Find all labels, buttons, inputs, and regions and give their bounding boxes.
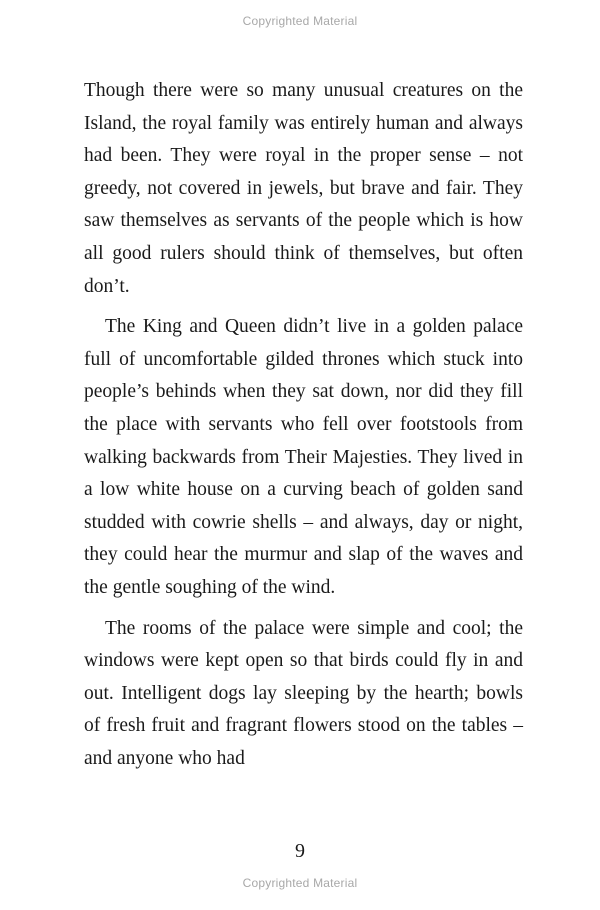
- paragraph-1: Though there were so many unusual creatures on the Island, the royal family was entirely human and always had been. They were royal in the proper sense – not greedy, not covered in jewels, but brave and fair. They saw themselves as servants of the people which is how all good rulers should think of themselves, but often don’t.: [84, 80, 523, 297]
- paragraph-3: The rooms of the palace were simple and cool; the windows were kept open so that birds could fly in and out. Intelligent dogs lay sleeping by the hearth; bowls of fresh fruit and fragrant flowers stood on the tables – and anyone who had: [84, 617, 523, 769]
- page-number: 9: [295, 840, 305, 862]
- paragraph-2: The King and Queen didn’t live in a golden palace full of uncomfortable gilded thrones which stuck into people’s behinds when they sat down, nor did they fill the place with servants who fell over footstools from walking backwards from Their Majesties. They lived in a low white house on a curving beach of golden sand studded with cowrie shells – and always, day or night, they could hear the murmur and slap of the waves and the gentle soughing of the wind.: [84, 316, 523, 598]
- body-text: [84, 75, 523, 775]
- copyright-watermark-top: Copyrighted Material: [242, 14, 358, 28]
- copyright-watermark-bottom: Copyrighted Material: [242, 876, 358, 890]
